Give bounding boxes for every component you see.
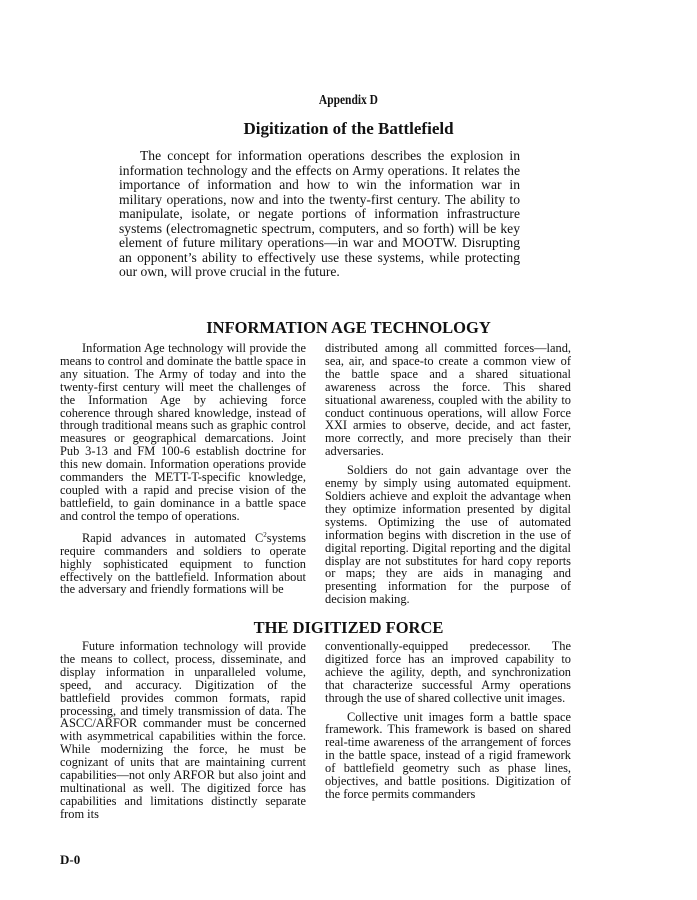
intro-paragraph: The concept for information operations describes the explosion in information technology and the effects on Army operations. It relates the importance of information and how to win the information war in military operations, now and into the twenty-first century. The ability to manipulate, isolate, or negate portions of information infrastructure systems (electromagnetic spectrum, computers, and so forth) will be key element of future military operations—in war and MOOTW. Disrupting an opponent’s ability to effectively use these systems, while protecting our own, will prove crucial in the future.: [119, 148, 520, 279]
appendix-label: Appendix D: [318, 93, 378, 108]
paragraph: Collective unit images form a battle space framework. This framework is based on shared real-time awareness of the arrangement of forces in the battle space, instead of a rigid framework of battlefield geometry such as phase lines, objectives, and battle positions. Digitization of the force permits commanders: [325, 709, 571, 801]
paragraph: [60, 529, 306, 597]
section-heading-digitized-force: THE DIGITIZED FORCE: [253, 618, 444, 637]
paragraph: Soldiers do not gain advantage over the enemy by simply using automated equipment. Soldiers achieve and exploit the advantage when they optimize information presented by digital systems. Optimizing the use of automated information begins with discretion in the use of digital reporting. Digital reporting and the digital display are not substitutes for hard copy reports or maps; they are aids in managing and presenting information for the purpose of decision making.: [325, 463, 571, 607]
page-number: D-0: [60, 852, 81, 867]
section-heading-information-age: INFORMATION AGE TECHNOLOGY: [206, 318, 491, 337]
intro-block: [119, 149, 520, 280]
paragraph: conventionally-equipped predecessor. The digitized force has an improved capability to achieve the agility, depth, and synchronization that characterize successful Army operations through the use of shared collective unit images.: [325, 639, 571, 705]
paragraph: distributed among all committed forces—land, sea, air, and space-to create a common view of the battle space and a shared situational awareness across the force. This shared situational awareness, coupled with the ability to conduct continuous operations, will allow Force XXI armies to observe, decide, and act faster, more correctly, and more precisely than their adversaries.: [325, 341, 571, 459]
section1-left-column: [60, 342, 306, 596]
section2-right-column: [325, 640, 571, 801]
section1-right-column: [325, 342, 571, 606]
paragraph: Information Age technology will provide the means to control and dominate the battle space in any situation. The Army of today and into the twenty-first century will meet the challenges of the Information Age by achieving force coherence through shared knowledge, instead of through traditional means such as graphic control measures or geographical demarcations. Joint Pub 3-13 and FM 100-6 establish doctrine for this new domain. Information operations provide commanders the METT-T-specific knowledge, coupled with a rapid and precise vision of the battlefield, to gain dominance in a battle space and control the tempo of operations.: [60, 341, 306, 523]
text-run: Rapid advances in automated C: [82, 530, 264, 545]
superscript: 2: [263, 530, 267, 539]
paragraph: Future information technology will provide the means to collect, process, disseminate, and display information in unparalleled volume, speed, and accuracy. Digitization of the battlefield provides common formats, rapid processing, and timely transmission of data. The ASCC/ARFOR commander must be concerned with asymmetrical capabilities within the force. While modernizing the force, he must be cognizant of units that are maintaining current capabilities—not only ARFOR but also joint and multinational as well. The digitized force has capabilities and limitations distinctly separate from its: [60, 639, 306, 821]
page-title: Digitization of the Battlefield: [243, 119, 454, 138]
section2-left-column: [60, 640, 306, 821]
text-run: systems require commanders and soldiers to operate highly sophisticated equipment to function effectively on the battlefield. Information about the adversary and friendly formations will be: [60, 530, 306, 597]
